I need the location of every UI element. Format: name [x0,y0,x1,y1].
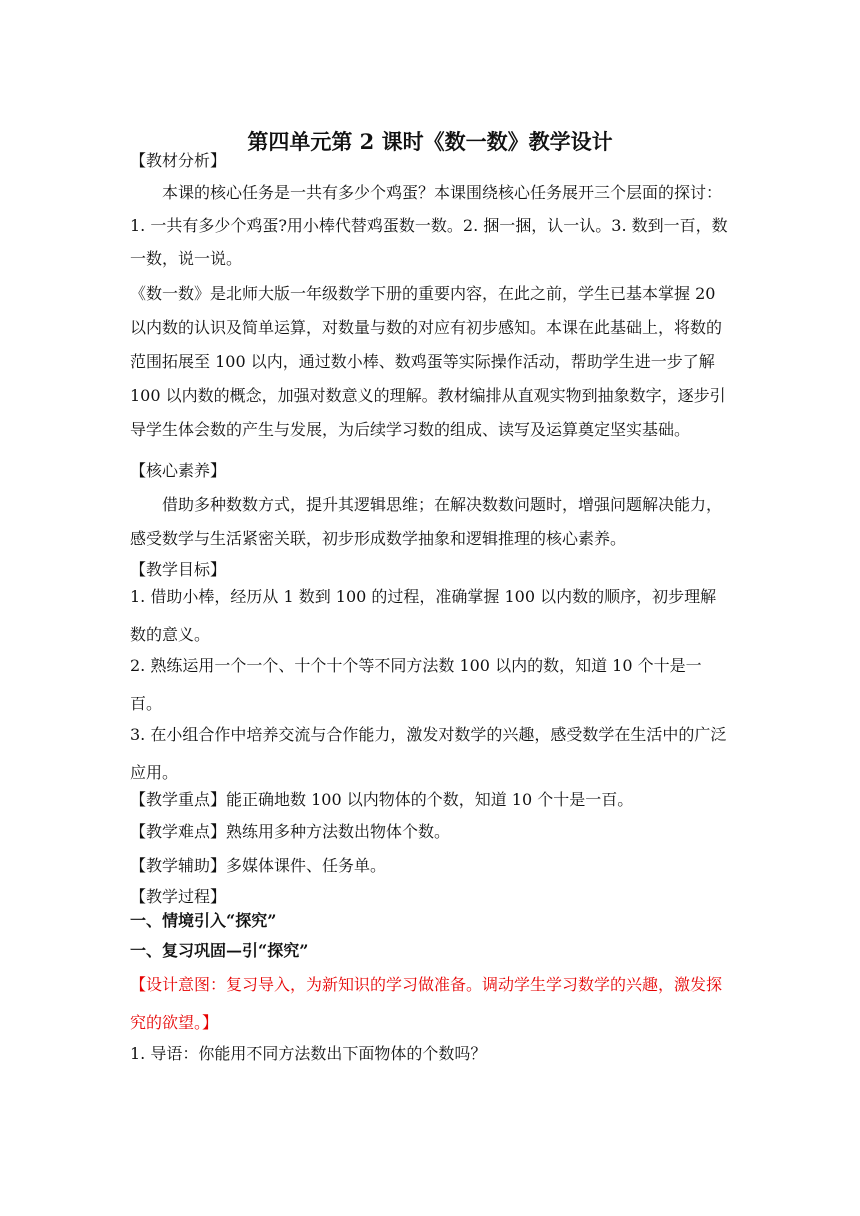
key-point: 【教学重点】能正确地数 100 以内物体的个数，知道 10 个十是一百。 [130,790,634,809]
material-analysis-paragraph-1: 本课的核心任务是一共有多少个鸡蛋？本课围绕核心任务展开三个层面的探讨：1. 一共有多少个鸡蛋?用小棒代替鸡蛋数一数。2. 捆一捆，认一认。3. 数到一百，数一数，说一说。 [130,183,728,268]
design-intent-note: 【设计意图：复习导入，为新知识的学习做准备。调动学生学习数学的兴趣，激发探究的欲望。】 [130,975,723,1032]
teaching-aids: 【教学辅助】多媒体课件、任务单。 [130,856,387,875]
document-title: 第四单元第 2 课时《数一数》教学设计 [247,129,613,155]
material-analysis-paragraph-2: 《数一数》是北师大版一年级数学下册的重要内容，在此之前，学生已基本掌握 20 以内数的认识及简单运算，对数量与数的对应有初步感知。本课在此基础上，将数的范围拓展至 100 以内，通过数小棒、数鸡蛋等实际操作活动，帮助学生进一步了解 100 以内数的概念，加强对数意义的理解。教材编排从直观实物到抽象数字，逐步引导学生体会数的产生与发展，为后续学习数的组成、读写及运算奠定坚实基础。 [130,284,726,439]
teaching-goal-2: 2. 熟练运用一个一个、十个十个等不同方法数 100 以内的数，知道 10 个十是一百。 [130,656,702,713]
teaching-process-heading: 【教学过程】 [130,887,227,906]
teaching-goal-3: 3. 在小组合作中培养交流与合作能力，激发对数学的兴趣，感受数学在生活中的广泛应用。 [130,725,727,782]
teaching-goal-1: 1. 借助小棒，经历从 1 数到 100 的过程，准确掌握 100 以内数的顺序，初步理解数的意义。 [130,587,717,644]
step-heading-situation: 一、情境引入“探究” [130,911,277,930]
core-literacy-heading: 【核心素养】 [130,461,227,480]
teaching-goals-heading: 【教学目标】 [130,560,227,579]
core-literacy-paragraph: 借助多种数数方式，提升其逻辑思维；在解决数数问题时，增强问题解决能力，感受数学与生活紧密关联，初步形成数学抽象和逻辑推理的核心素养。 [130,495,723,548]
lead-in-question: 1. 导语：你能用不同方法数出下面物体的个数吗？ [130,1044,487,1063]
step-heading-review: 一、复习巩固—引“探究” [130,941,309,960]
material-analysis-heading: 【教材分析】 [130,151,227,170]
difficulty: 【教学难点】熟练用多种方法数出物体个数。 [130,822,451,841]
